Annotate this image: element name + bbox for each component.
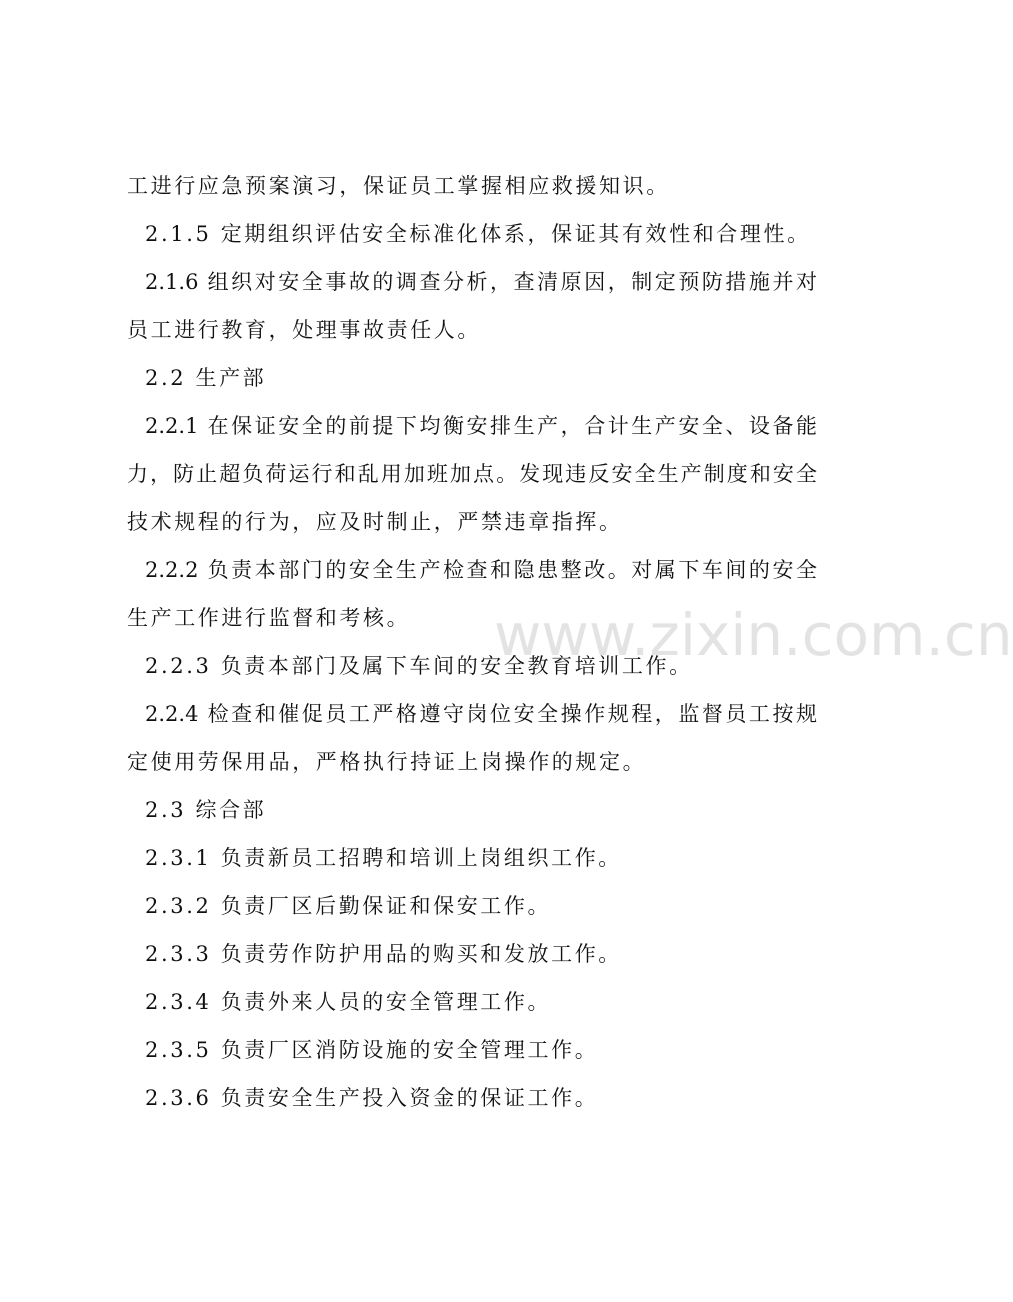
text-line: 2.2.4 检查和催促员工严格遵守岗位安全操作规程，监督员工按规 — [145, 702, 817, 726]
text-line: 2.1.6 组织对安全事故的调查分析，查清原因，制定预防措施并对 — [145, 270, 817, 294]
text-line: 2.1.5 定期组织评估安全标准化体系，保证其有效性和合理性。 — [145, 222, 811, 246]
section-heading: 2.3 综合部 — [145, 798, 267, 822]
text-line: 2.3.2 负责厂区后勤保证和保安工作。 — [145, 894, 552, 918]
text-line: 2.3.3 负责劳作防护用品的购买和发放工作。 — [145, 942, 622, 966]
text-line: 2.3.6 负责安全生产投入资金的保证工作。 — [145, 1086, 599, 1110]
text-line: 员工进行教育，处理事故责任人。 — [127, 318, 481, 342]
text-line: 2.3.5 负责厂区消防设施的安全管理工作。 — [145, 1038, 599, 1062]
document-body — [127, 162, 817, 1122]
text-line: 技术规程的行为，应及时制止，严禁违章指挥。 — [127, 510, 623, 534]
text-line: 生产工作进行监督和考核。 — [127, 606, 411, 630]
text-line: 2.2.2 负责本部门的安全生产检查和隐患整改。对属下车间的安全 — [145, 558, 817, 582]
section-heading: 2.2 生产部 — [145, 366, 267, 390]
text-line: 2.3.1 负责新员工招聘和培训上岗组织工作。 — [145, 846, 622, 870]
text-line: 工进行应急预案演习，保证员工掌握相应救援知识。 — [127, 174, 670, 198]
text-line: 2.2.3 负责本部门及属下车间的安全教育培训工作。 — [145, 654, 693, 678]
text-line: 力，防止超负荷运行和乱用加班加点。发现违反安全生产制度和安全 — [127, 462, 817, 486]
text-line: 定使用劳保用品，严格执行持证上岗操作的规定。 — [127, 750, 647, 774]
text-line: 2.2.1 在保证安全的前提下均衡安排生产，合计生产安全、设备能 — [145, 414, 817, 438]
watermark: www.zixin.com.cn — [494, 601, 1013, 669]
text-line: 2.3.4 负责外来人员的安全管理工作。 — [145, 990, 552, 1014]
